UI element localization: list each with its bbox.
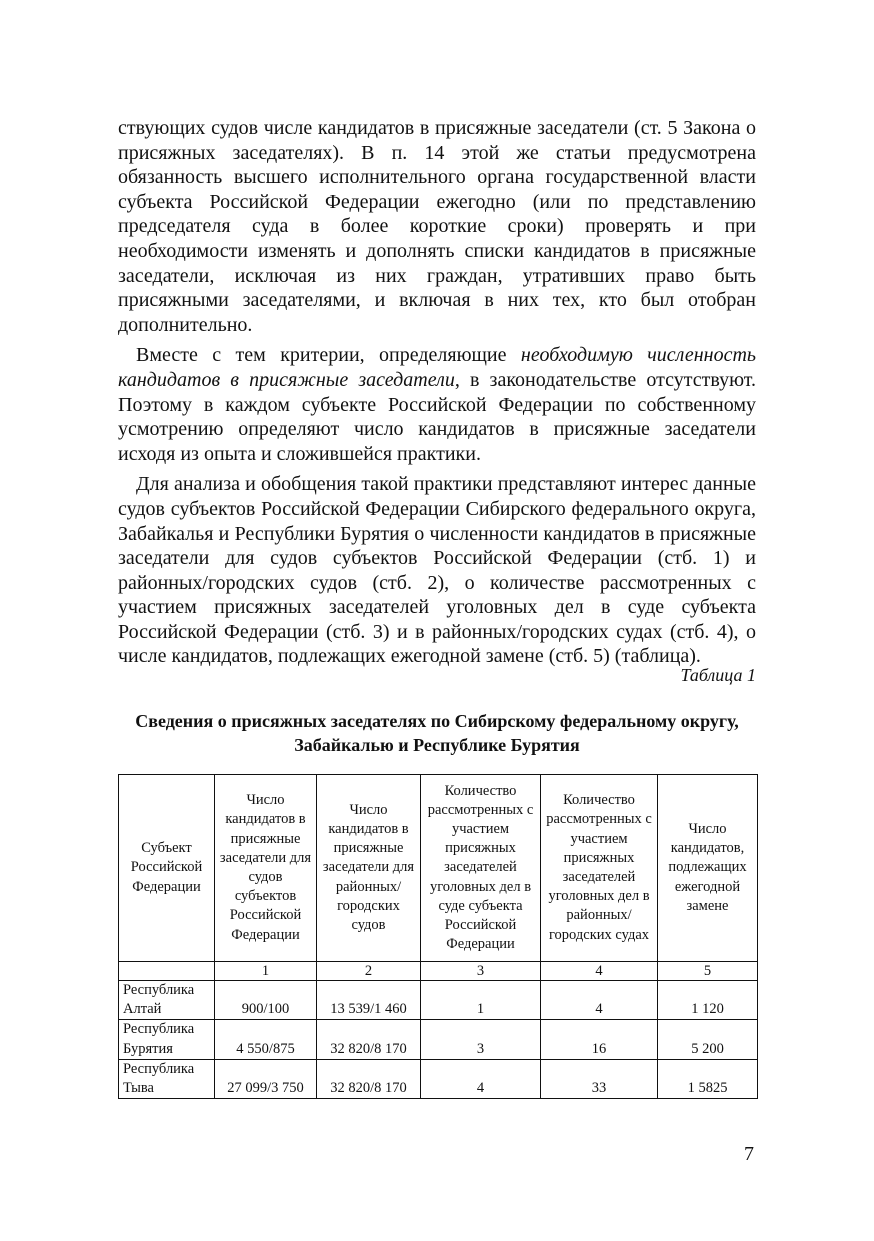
page-number: 7 (744, 1143, 754, 1165)
row-cell: 1 (421, 981, 541, 1020)
header-col-1: Число кандидатов в присяжные заседатели для судов субъектов Российской Федерации (215, 775, 317, 962)
paragraph-3 (118, 472, 756, 669)
row-cell: 27 099/3 750 (215, 1059, 317, 1098)
body-text (118, 116, 756, 669)
row-cell: 900/100 (215, 981, 317, 1020)
paragraph-1-text: ствующих судов числе кандидатов в присяжные заседатели (ст. 5 Закона о присяжных заседателях). В п. 14 этой же статьи предусмотрена обязанность высшего исполнительного органа государственной власти субъекта Российской Федерации ежегодно (или по представлению председателя суда в более короткие сроки) проверять и при необходимости изменять и дополнять списки кандидатов в присяжные заседатели, исключая из них граждан, утративших право быть присяжными заседателями, и включая в них тех, кто был отобран дополнительно. (118, 117, 756, 336)
row-subject: Республика Бурятия (119, 1020, 215, 1059)
table-row (119, 1059, 758, 1098)
table-header-row (119, 775, 758, 962)
table-row (119, 1020, 758, 1059)
row-cell: 1 120 (658, 981, 758, 1020)
paragraph-2-text-b: , в законодательстве отсутствуют. Поэтому в каждом субъекте Российской Федерации по собственному усмотрению определяют число кандидатов в присяжные заседатели исходя из опыта и сложившейся практики. (118, 368, 756, 465)
header-col-3: Количество рассмотренных с участием присяжных заседателей уголовных дел в суде субъекта Российской Федерации (421, 775, 541, 962)
table-title-text: Сведения о присяжных заседателях по Сибирскому федеральному округу, Забайкалью и Республике Бурятия (135, 711, 739, 755)
column-number: 2 (317, 962, 421, 981)
row-cell: 33 (541, 1059, 658, 1098)
header-subject: Субъект Российской Федерации (119, 775, 215, 962)
row-cell: 4 550/875 (215, 1020, 317, 1059)
data-table (118, 774, 758, 1099)
table-row (119, 981, 758, 1020)
column-number: 5 (658, 962, 758, 981)
row-cell: 13 539/1 460 (317, 981, 421, 1020)
column-number: 4 (541, 962, 658, 981)
table-title (118, 709, 756, 757)
row-subject: Республика Алтай (119, 981, 215, 1020)
column-number: 1 (215, 962, 317, 981)
header-col-2: Число кандидатов в присяжные заседатели для районных/городских судов (317, 775, 421, 962)
row-cell: 16 (541, 1020, 658, 1059)
row-subject: Республика Тыва (119, 1059, 215, 1098)
paragraph-3-text: Для анализа и обобщения такой практики представляют интерес данные судов субъектов Российской Федерации Сибирского федерального округа, Забайкалья и Республики Бурятия о численности кандидатов в присяжные заседатели для судов субъектов Российской Федерации (стб. 1) и районных/городских судов (стб. 2), о количестве рассмотренных с участием присяжных заседателей уголовных дел в суде субъекта Российской Федерации (стб. 3) и в районных/городских судах (стб. 4), о числе кандидатов, подлежащих ежегодной замене (стб. 5) (таблица). (118, 473, 756, 668)
header-col-5: Число кандидатов, подлежащих ежегодной замене (658, 775, 758, 962)
table-caption: Таблица 1 (680, 665, 756, 685)
column-number: 3 (421, 962, 541, 981)
paragraph-1 (118, 116, 756, 337)
header-col-4: Количество рассмотренных с участием присяжных заседателей уголовных дел в районных/ городских судах (541, 775, 658, 962)
row-cell: 4 (541, 981, 658, 1020)
row-cell: 32 820/8 170 (317, 1059, 421, 1098)
column-number (119, 962, 215, 981)
column-number-row (119, 962, 758, 981)
row-cell: 5 200 (658, 1020, 758, 1059)
paragraph-2-emphasis: необходимую численность кандидатов в присяжные заседатели (118, 344, 757, 391)
paragraph-2-text-a: Вместе с тем критерии, определяющие (136, 344, 521, 367)
row-cell: 32 820/8 170 (317, 1020, 421, 1059)
row-cell: 3 (421, 1020, 541, 1059)
paragraph-2 (118, 343, 756, 466)
row-cell: 1 5825 (658, 1059, 758, 1098)
row-cell: 4 (421, 1059, 541, 1098)
